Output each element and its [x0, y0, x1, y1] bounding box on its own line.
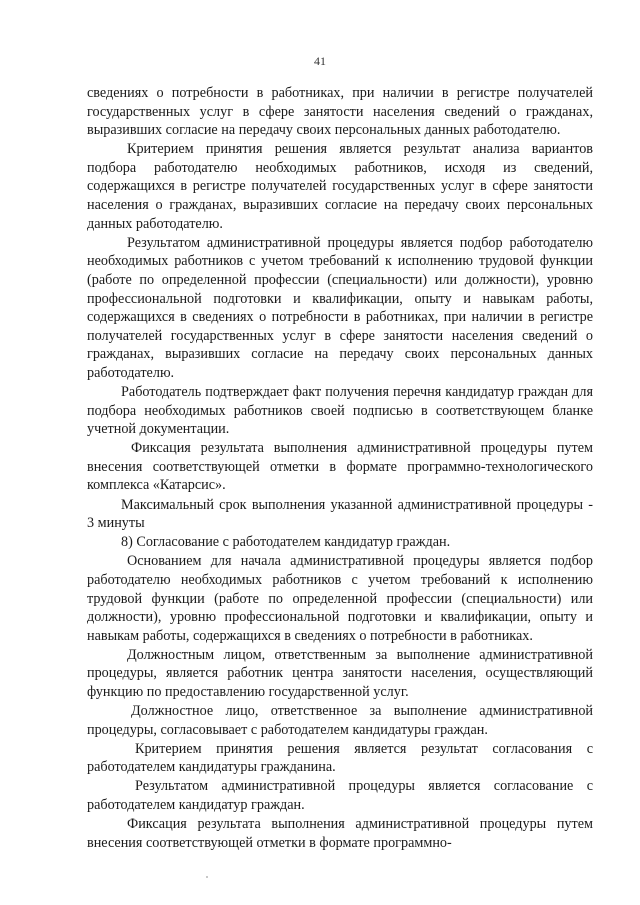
paragraph-4: Работодатель подтверждает факт получения перечня кандидатур граждан для подбора необходимых работников своей подписью в соответствующем бланке учетной документации. — [87, 384, 593, 438]
paragraph-10: Критерием принятия решения является результат согласования с работодателем кандидатуры гражданина. — [87, 740, 593, 776]
page-number: 41 — [314, 54, 326, 68]
section-heading-8: 8) Согласование с работодателем кандидатур граждан. — [121, 534, 451, 551]
paragraph-7: Основанием для начала административной процедуры является подбор работодателю необходимых работников с учетом требований к исполнению трудовой функции (работе по определенной профессии (специальности) или должности), уровню профессиональной подготовки и квалификации, опыту и навыкам работы, содержащихся в сведениях о потребности в работниках. — [87, 553, 593, 644]
paragraph-5: Фиксация результата выполнения административной процедуры путем внесения соответствующей отметки в формате программно-технологического комплекса «Катарсис». — [87, 440, 593, 494]
paragraph-9: Должностное лицо, ответственное за выполнение административной процедуры, согласовывает с работодателем кандидатуры граждан. — [87, 703, 593, 738]
paragraph-6: Максимальный срок выполнения указанной административной процедуры - 3 минуты — [87, 496, 593, 532]
paragraph-12: Фиксация результата выполнения административной процедуры путем внесения соответствующей отметки в формате программно- — [87, 816, 593, 851]
paragraph-2: Критерием принятия решения является результат анализа вариантов подбора работодателю необходимых работников, исходя из сведений, содержащихся в регистре получателей государственных услуг в сфере занятости населения о гражданах, выразивших согласие на передачу своих персональных данных работодателю. — [87, 141, 593, 232]
paragraph-8: Должностным лицом, ответственным за выполнение административной процедуры, является работник центра занятости населения, осуществляющий функцию по предоставлению государственной услуг. — [87, 646, 593, 700]
document-body — [87, 84, 593, 853]
paragraph-1: сведениях о потребности в работниках, при наличии в регистре получателей государственных услуг в сфере занятости населения сведений о гражданах, выразивших согласие на передачу своих персональных данных работодателю. — [87, 85, 593, 139]
paragraph-3: Результатом административной процедуры является подбор работодателю необходимых работников с учетом требований к исполнению трудовой функции (работе по определенной профессии (специальности) или должности), уровню профессиональной подготовки и квалификации, опыту и навыкам работы, содержащихся в сведениях о потребности в работниках, при наличии в регистре получателей государственных услуг в сфере занятости населения сведений о гражданах, выразивших согласие на передачу своих персональных данных работодателю. — [87, 234, 593, 381]
scan-speck — [206, 876, 208, 878]
paragraph-11: Результатом административной процедуры является согласование с работодателем кандидатур граждан. — [87, 778, 593, 814]
